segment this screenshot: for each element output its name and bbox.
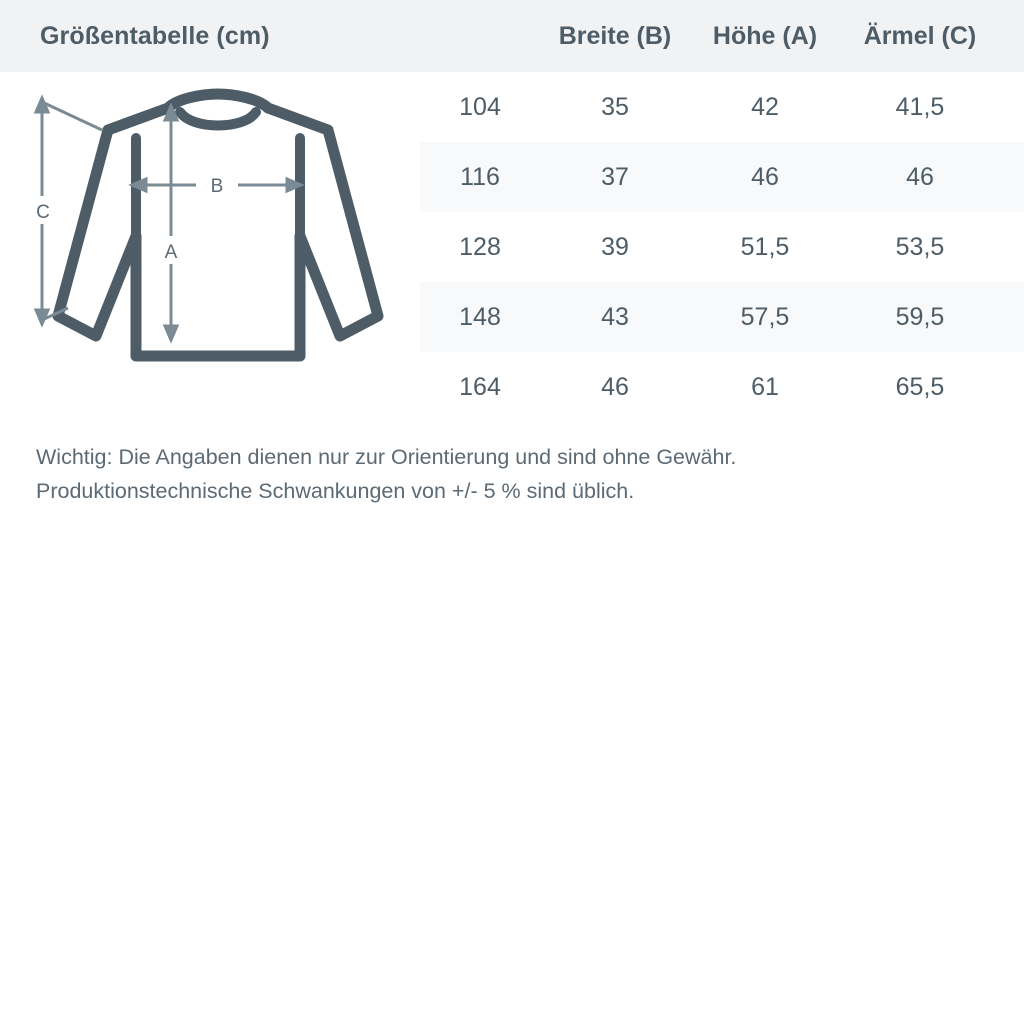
column-header-breite: Breite (B) [558, 21, 672, 50]
cell-breite: 37 [601, 162, 629, 191]
table-row [420, 72, 1024, 142]
sweater-diagram-icon [28, 86, 408, 386]
cell-hoehe: 51,5 [740, 232, 790, 261]
table-row [420, 282, 1024, 352]
cell-aermel: 59,5 [895, 302, 945, 331]
cell-aermel: 41,5 [895, 92, 945, 121]
cell-size: 104 [459, 92, 501, 121]
sweater-illustration [0, 72, 420, 391]
cell-breite: 46 [601, 372, 629, 401]
chart-header [0, 0, 1024, 72]
measurements-table [420, 72, 1024, 422]
cell-hoehe: 57,5 [740, 302, 790, 331]
cell-breite: 35 [601, 92, 629, 121]
page-title: Größentabelle (cm) [40, 21, 270, 50]
size-chart [0, 0, 1024, 508]
cell-size: 164 [459, 372, 501, 401]
cell-hoehe: 46 [751, 162, 779, 191]
footnote-line-1: Die Angaben dienen nur zur Orientierung und sind ohne Gewähr. [112, 445, 737, 469]
column-header-hoehe: Höhe (A) [712, 21, 818, 50]
cell-size: 128 [459, 232, 501, 261]
cell-aermel: 53,5 [895, 232, 945, 261]
cell-size: 148 [459, 302, 501, 331]
cell-breite: 43 [601, 302, 629, 331]
cell-aermel: 65,5 [895, 372, 945, 401]
table-row [420, 142, 1024, 212]
cell-aermel: 46 [906, 162, 934, 191]
footnote [0, 422, 1024, 508]
cell-hoehe: 42 [751, 92, 779, 121]
footnote-lead: Wichtig: [36, 445, 113, 469]
chart-body [0, 72, 1024, 422]
cell-size: 116 [460, 162, 500, 191]
header-columns [420, 22, 1000, 51]
cell-hoehe: 61 [751, 372, 779, 401]
table-row [420, 212, 1024, 282]
footnote-line-2: Produktionstechnische Schwankungen von +/- 5 % sind üblich. [36, 479, 635, 503]
cell-breite: 39 [601, 232, 629, 261]
column-header-aermel: Ärmel (C) [863, 21, 977, 50]
label-a: A [164, 242, 178, 263]
label-c: C [36, 202, 50, 223]
label-b: B [210, 176, 224, 197]
table-row [420, 352, 1024, 422]
